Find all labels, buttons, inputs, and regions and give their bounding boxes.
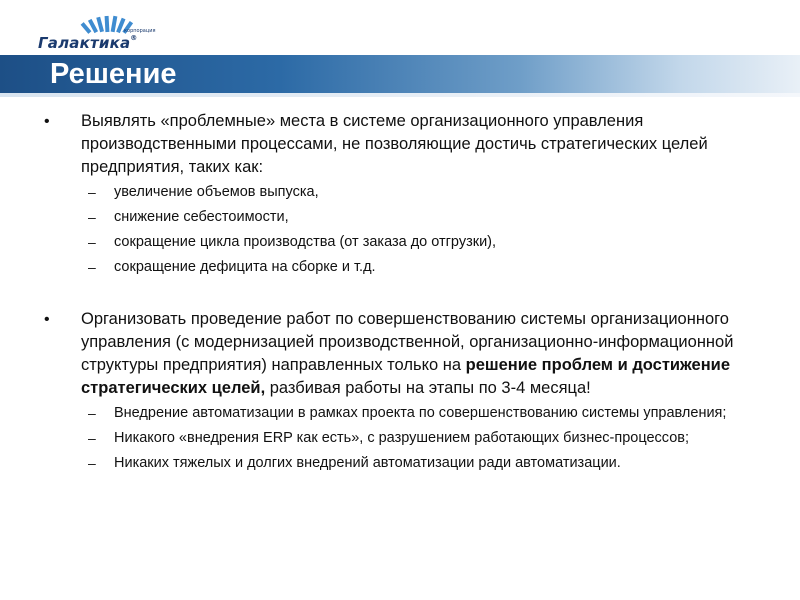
dash-icon: – <box>88 209 96 225</box>
slide-title: Решение <box>50 58 177 90</box>
sub-item-text: увеличение объемов выпуска, <box>114 184 319 200</box>
sub-list <box>44 403 774 474</box>
bullet-item <box>44 308 774 400</box>
company-logo <box>34 10 154 54</box>
bullet-item <box>44 110 774 179</box>
dash-icon: – <box>88 184 96 200</box>
logo-subtitle: корпорация <box>124 28 156 34</box>
sub-item-text: Внедрение автоматизации в рамках проекта по совершенствованию системы управления; <box>114 405 727 421</box>
sub-item <box>44 207 774 228</box>
dash-icon: – <box>88 234 96 250</box>
sub-item-text: сокращение цикла производства (от заказа до отгрузки), <box>114 234 497 250</box>
sub-item <box>44 453 774 474</box>
sub-item <box>44 403 774 424</box>
sub-item <box>44 257 774 278</box>
bullet-icon: • <box>44 113 50 130</box>
dash-icon: – <box>88 405 96 421</box>
sub-list <box>44 182 774 278</box>
sub-item-text: снижение себестоимости, <box>114 209 289 225</box>
spacer <box>44 282 774 308</box>
dash-icon: – <box>88 430 96 446</box>
sub-item <box>44 428 774 449</box>
sub-item-text: Никакого «внедрения ERP как есть», с разрушением работающих бизнес-процессов; <box>114 430 690 446</box>
bullet-text-emphasis: решение проблем и достижение стратегических целей, <box>81 356 731 397</box>
logo-wordmark: Галактика® <box>38 34 138 52</box>
sub-item-text: сокращение дефицита на сборке и т.д. <box>114 259 376 275</box>
slide-content <box>44 110 774 478</box>
bullet-text-start: Организовать проведение работ по совершенствованию системы организационного управления (с модернизацией производственной, организационно-информационной структуры предприятия) направленных только на <box>81 310 734 374</box>
bullet-text-end: разбивая работы на этапы по 3-4 месяца! <box>265 379 591 397</box>
dash-icon: – <box>88 259 96 275</box>
sub-item <box>44 232 774 253</box>
title-band-shine <box>0 93 800 97</box>
bullet-text: Выявлять «проблемные» места в системе организационного управления производственными процессами, не позволяющие достичь стратегических целей предприятия, таких как: <box>81 112 708 176</box>
dash-icon: – <box>88 455 96 471</box>
bullet-icon: • <box>44 311 50 328</box>
sub-item-text: Никаких тяжелых и долгих внедрений автоматизации ради автоматизации. <box>114 455 621 471</box>
sub-item <box>44 182 774 203</box>
